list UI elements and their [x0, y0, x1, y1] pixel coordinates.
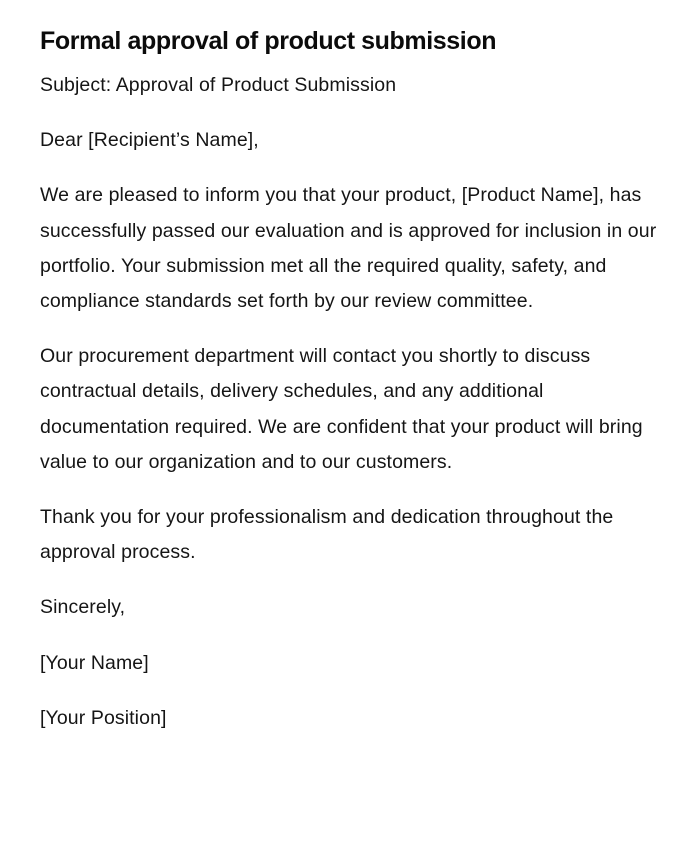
signature-name: [Your Name] [40, 651, 149, 674]
document-title: Formal approval of product submission [40, 27, 497, 55]
subject-line: Subject: Approval of Product Submission [40, 74, 397, 96]
signature-position: [Your Position] [40, 706, 167, 729]
body-paragraph-approval: We are pleased to inform you that your product, [Product Name], has successfully passed our evaluation and is approved for inclusion in our portfolio. Your submission met all the required quality, safety, and compliance standards set forth by our review committee. [40, 184, 657, 313]
body-paragraph-procurement: Our procurement department will contact you shortly to discuss contractual details, delivery schedules, and any additional documentation required. We are confident that your product will bring value to our organization and to our customers. [40, 345, 643, 473]
closing: Sincerely, [40, 596, 126, 619]
body-paragraph-thanks: Thank you for your professionalism and dedication throughout the approval process. [40, 506, 614, 564]
salutation: Dear [Recipient’s Name], [40, 129, 259, 152]
